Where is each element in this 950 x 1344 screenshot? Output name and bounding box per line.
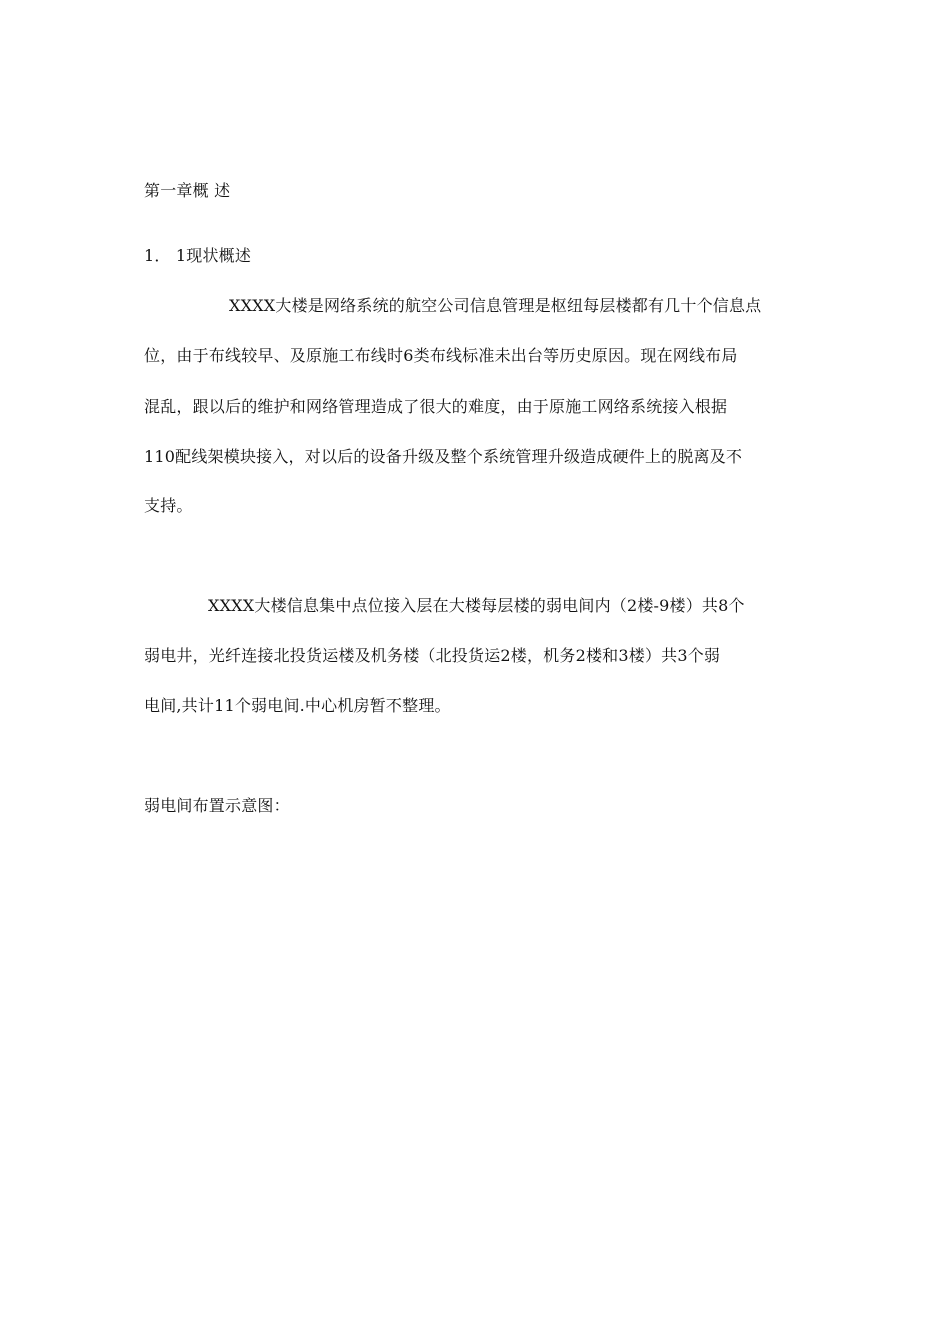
paragraph2-line2: 弱电井，光纤连接北投货运楼及机务楼（北投货运2楼，机务2楼和3楼）共3个弱 — [144, 646, 721, 665]
paragraph1-line2: 位，由于布线较早、及原施工布线时6类布线标准未出台等历史原因。现在网线布局 — [144, 346, 738, 365]
chapter-title: 第一章概 述 — [144, 181, 231, 200]
diagram-caption: 弱电间布置示意图： — [144, 796, 290, 815]
paragraph2-line3: 电间,共计11个弱电间.中心机房暂不整理。 — [144, 696, 451, 715]
paragraph1-line5: 支持。 — [144, 496, 193, 515]
paragraph2-line1: XXXX大楼信息集中点位接入层在大楼每层楼的弱电间内（2楼-9楼）共8个 — [208, 596, 745, 615]
paragraph1-line3: 混乱，跟以后的维护和网络管理造成了很大的难度，由于原施工网络系统接入根据 — [144, 397, 728, 416]
paragraph1-line1: XXXX大楼是网络系统的航空公司信息管理是枢纽每层楼都有几十个信息点 — [229, 296, 762, 315]
paragraph1-line4: 110配线架模块接入，对以后的设备升级及整个系统管理升级造成硬件上的脱离及不 — [144, 447, 743, 466]
section-title: 1． 1现状概述 — [144, 246, 252, 265]
